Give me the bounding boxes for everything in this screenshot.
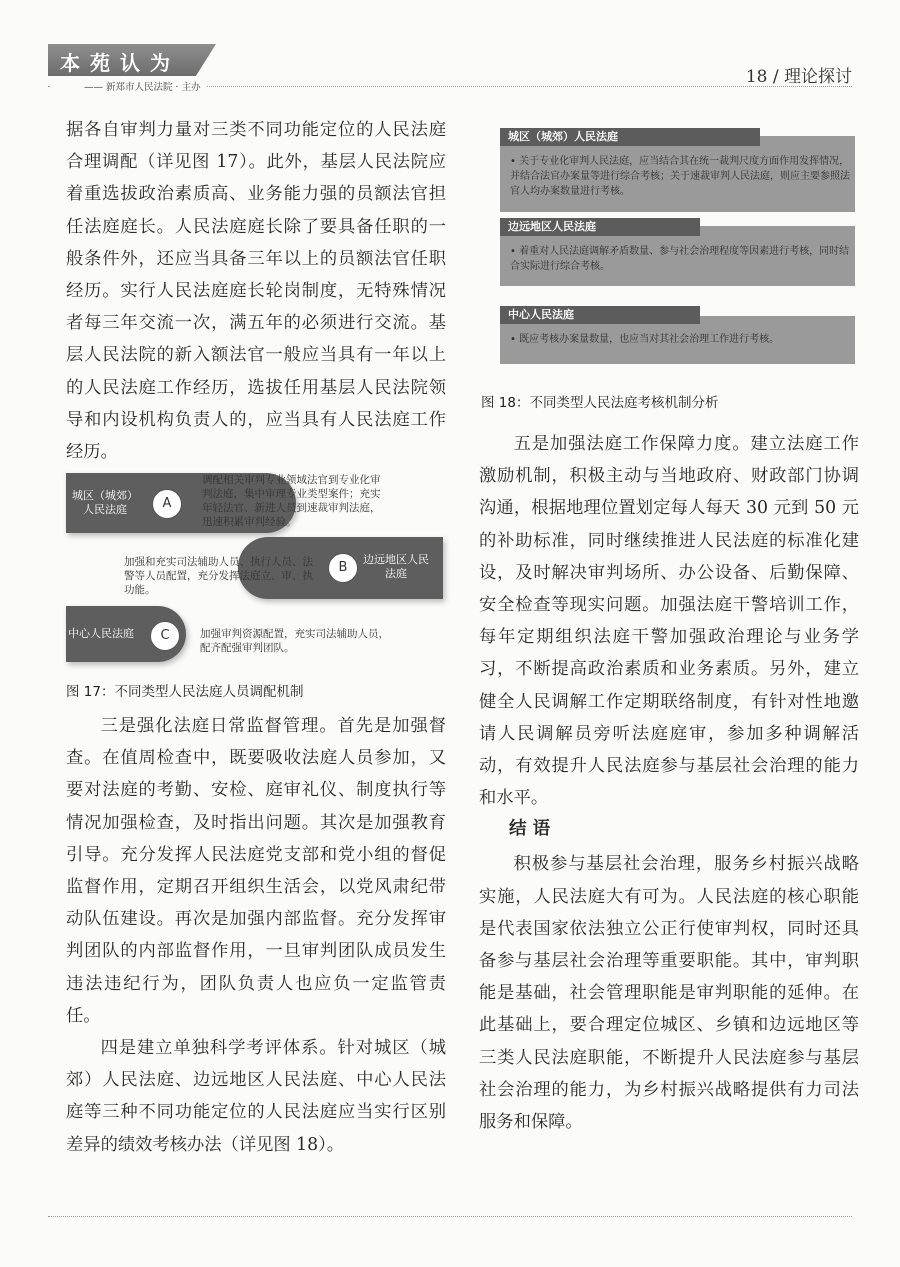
fig18-block-3-text: • 既应考核办案量数量，也应当对其社会治理工作进行考核。 [510, 334, 780, 345]
paragraph: 积极参与基层社会治理，服务乡村振兴战略实施，人民法庭大有可为。人民法庭的核心职能是代表国家依法独立公正行使审判权，同时还具备参与基层社会治理等重要职能。其中，审判职能是基础，社会管理职能是审判职能的延伸。在此基础上，要合理定位城区、乡镇和边远地区等三类人民法庭职能，不断提升人民法庭参与基层社会治理的能力，为乡村振兴战略提供有力司法服务和保障。 [479, 854, 859, 1133]
figure-17 [66, 455, 446, 670]
figure-18 [500, 122, 855, 367]
header-separator: / [767, 67, 784, 87]
fig18-block-1-title: 城区（城郊）人民法庭 [500, 128, 760, 146]
left-column-bottom [66, 710, 446, 1161]
fig18-block-3-title: 中心人民法庭 [500, 306, 700, 324]
figure-18-caption: 图 18：不同类型人民法庭考核机制分析 [481, 395, 719, 411]
left-column-top [66, 114, 446, 468]
band-a-label: 城区（城郊）人民法庭 [72, 489, 138, 516]
page-header-right [746, 62, 852, 87]
paragraph: 四是建立单独科学考评体系。针对城区（城郊）人民法庭、边远地区人民法庭、中心人民法庭等三种不同功能定位的人民法庭应当实行区别差异的绩效考核办法（详见图 18）。 [66, 1038, 446, 1155]
figure-17-caption: 图 17：不同类型人民法庭人员调配机制 [66, 684, 304, 700]
section-label: 理论探讨 [784, 67, 852, 87]
footer-divider [48, 1216, 852, 1217]
section-title: 本苑认为 [60, 51, 180, 75]
band-c-label: 中心人民法庭 [68, 627, 134, 640]
band-a-description: 调配相关审判专业领域法官到专业化审判法庭，集中审理专业类型案件；充实年轻法官、新进人员到速裁审判法庭，迅速积累审判经验。 [202, 474, 381, 528]
paragraph: 五是加强法庭工作保障力度。建立法庭工作激励机制，积极主动与当地政府、财政部门协调沟通，根据地理位置划定每人每天 30 元到 50 元的补助标准，同时继续推进人民法庭的标准化建设，及时解决审判场所、办公设备、后勤保障、安全检查等现实问题。加强法庭干警培训工作，每年定期组织法庭干警加强政治理论与业务学习，不断提高政治素质和业务素质。另外，建立健全人民调解工作定期联络制度，有针对性地邀请人民调解员旁听法庭庭审，参加多种调解活动，有效提升人民法庭参与基层社会治理的能力和水平。 [479, 434, 859, 809]
circle-c: C [150, 621, 180, 651]
circle-b: B [328, 553, 358, 583]
paragraph: 据各自审判力量对三类不同功能定位的人民法庭合理调配（详见图 17）。此外，基层人民法院应着重选拔政治素质高、业务能力强的员额法官担任法庭庭长。人民法庭庭长除了要具备任职的一般条件外，还应当具备三年以上的员额法官任职经历。实行人民法庭庭长轮岗制度，无特殊情况者每三年交流一次，满五年的必须进行交流。基层人民法院的新入额法官一般应当具有一年以上的人民法庭工作经历，选拔任用基层人民法院领导和内设机构负责人的，应当具有人民法庭工作经历。 [66, 120, 446, 463]
circle-a: A [152, 489, 182, 519]
fig18-block-2-title: 边远地区人民法庭 [500, 218, 700, 236]
publisher-line: —— 新郑市人民法院 · 主办 [50, 79, 206, 93]
band-b-description: 加强和充实司法辅助人员、执行人员、法警等人员配置，充分发挥法庭立、审、执功能。 [124, 556, 313, 596]
fig18-block-1-text: • 关于专业化审判人民法庭，应当结合其在统一裁判尺度方面作用发挥情况，并结合法官办案量等进行综合考核；关于速裁审判人民法庭，则应主要参照法官人均办案数量进行考核。 [510, 156, 850, 197]
paragraph: 三是强化法庭日常监督管理。首先是加强督查。在值周检查中，既要吸收法庭人员参加，又要对法庭的考勤、安检、庭审礼仪、制度执行等情况加强检查，及时指出问题。其次是加强教育引导。充分发挥人民法庭党支部和党小组的督促监督作用，定期召开组织生活会，以党风肃纪带动队伍建设。再次是加强内部监督。充分发挥审判团队的内部监督作用，一旦审判团队成员发生违法违纪行为，团队负责人也应负一定监管责任。 [66, 716, 446, 1026]
fig18-block-2-text: • 着重对人民法庭调解矛盾数量、参与社会治理程度等因素进行考核，同时结合实际进行综合考核。 [510, 246, 850, 272]
band-b-label: 边远地区人民法庭 [363, 553, 429, 580]
band-c-description: 加强审判资源配置，充实司法辅助人员，配齐配强审判团队。 [200, 628, 389, 654]
page-number: 18 [745, 67, 768, 87]
right-column [479, 428, 859, 1138]
section-heading: 结 语 [509, 819, 551, 840]
